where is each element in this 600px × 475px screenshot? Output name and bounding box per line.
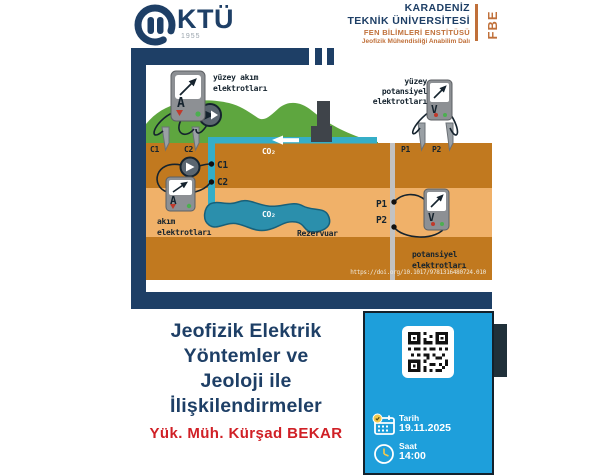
deep-c1-label: C1 [217, 160, 228, 171]
surface-p1-label: P1 [401, 145, 411, 154]
ammeter-deep-letter: A [170, 194, 177, 207]
title-line-4: İlişkilendirmeler [170, 395, 322, 417]
title-line-1: Jeofizik Elektrik [170, 320, 322, 342]
surface-c2-label: C2 [184, 145, 194, 154]
surface-current-label-2: elektrotları [213, 84, 268, 93]
clock-icon [371, 441, 397, 467]
co2-flow-label: CO₂ [262, 147, 276, 156]
ammeter-surface-letter: A [177, 96, 185, 111]
presenter-name: Yük. Müh. Kürşad BEKAR [149, 425, 343, 442]
institute-name: FEN BİLİMLERİ ENSTİTÜSÜ [363, 28, 470, 37]
date-value: 19.11.2025 [399, 422, 451, 434]
university-name-line1: KARADENİZ [404, 2, 470, 14]
department-name: Jeofizik Mühendisliği Anabilim Dalı [361, 37, 470, 45]
deep-potential-label-1: potansiyel [412, 250, 458, 259]
seminar-title [126, 319, 366, 419]
ktu-founding-year: 1955 [181, 33, 201, 40]
surface-potential-label-1: yüzey [404, 77, 427, 86]
figure-citation: https://doi.org/10.1017/9781316480724.010 [350, 269, 486, 276]
deep-p1-label: P1 [376, 199, 387, 210]
voltmeter-deep-letter: V [428, 211, 435, 224]
reservoir-label: Rezervuar [297, 229, 338, 238]
surface-c1-label: C1 [150, 145, 160, 154]
surface-potential-label-3: elektrotları [372, 97, 427, 106]
title-line-2: Yöntemler ve [183, 345, 309, 367]
title-line-3: Jeoloji ile [200, 370, 292, 392]
qr-code [402, 326, 454, 378]
monitoring-borehole [390, 143, 395, 280]
deep-current-label-2: elektrotları [157, 228, 212, 237]
time-label: Saat [399, 441, 417, 451]
voltmeter-surface-letter: V [431, 103, 438, 116]
event-info-card [363, 311, 494, 475]
university-name-line2: TEKNİK ÜNİVERSİTESİ [347, 14, 470, 27]
surface-p2-label: P2 [432, 145, 442, 154]
co2-reservoir-label: CO₂ [262, 210, 276, 219]
date-label: Tarih [399, 413, 420, 423]
deep-c2-label: C2 [217, 177, 228, 188]
time-value: 14:00 [399, 450, 426, 462]
deep-current-label-1: akım [157, 217, 176, 226]
ktu-wordmark: KTÜ [177, 4, 234, 34]
deep-potential-label-2: elektrotları [412, 261, 467, 270]
calendar-icon [371, 412, 397, 438]
injection-well [208, 143, 215, 210]
faculty-abbr: FBE [485, 10, 500, 40]
deep-p2-label: P2 [376, 215, 387, 226]
surface-potential-label-2: potansiyel [381, 87, 427, 96]
surface-current-label-1: yüzey akım [213, 73, 259, 82]
